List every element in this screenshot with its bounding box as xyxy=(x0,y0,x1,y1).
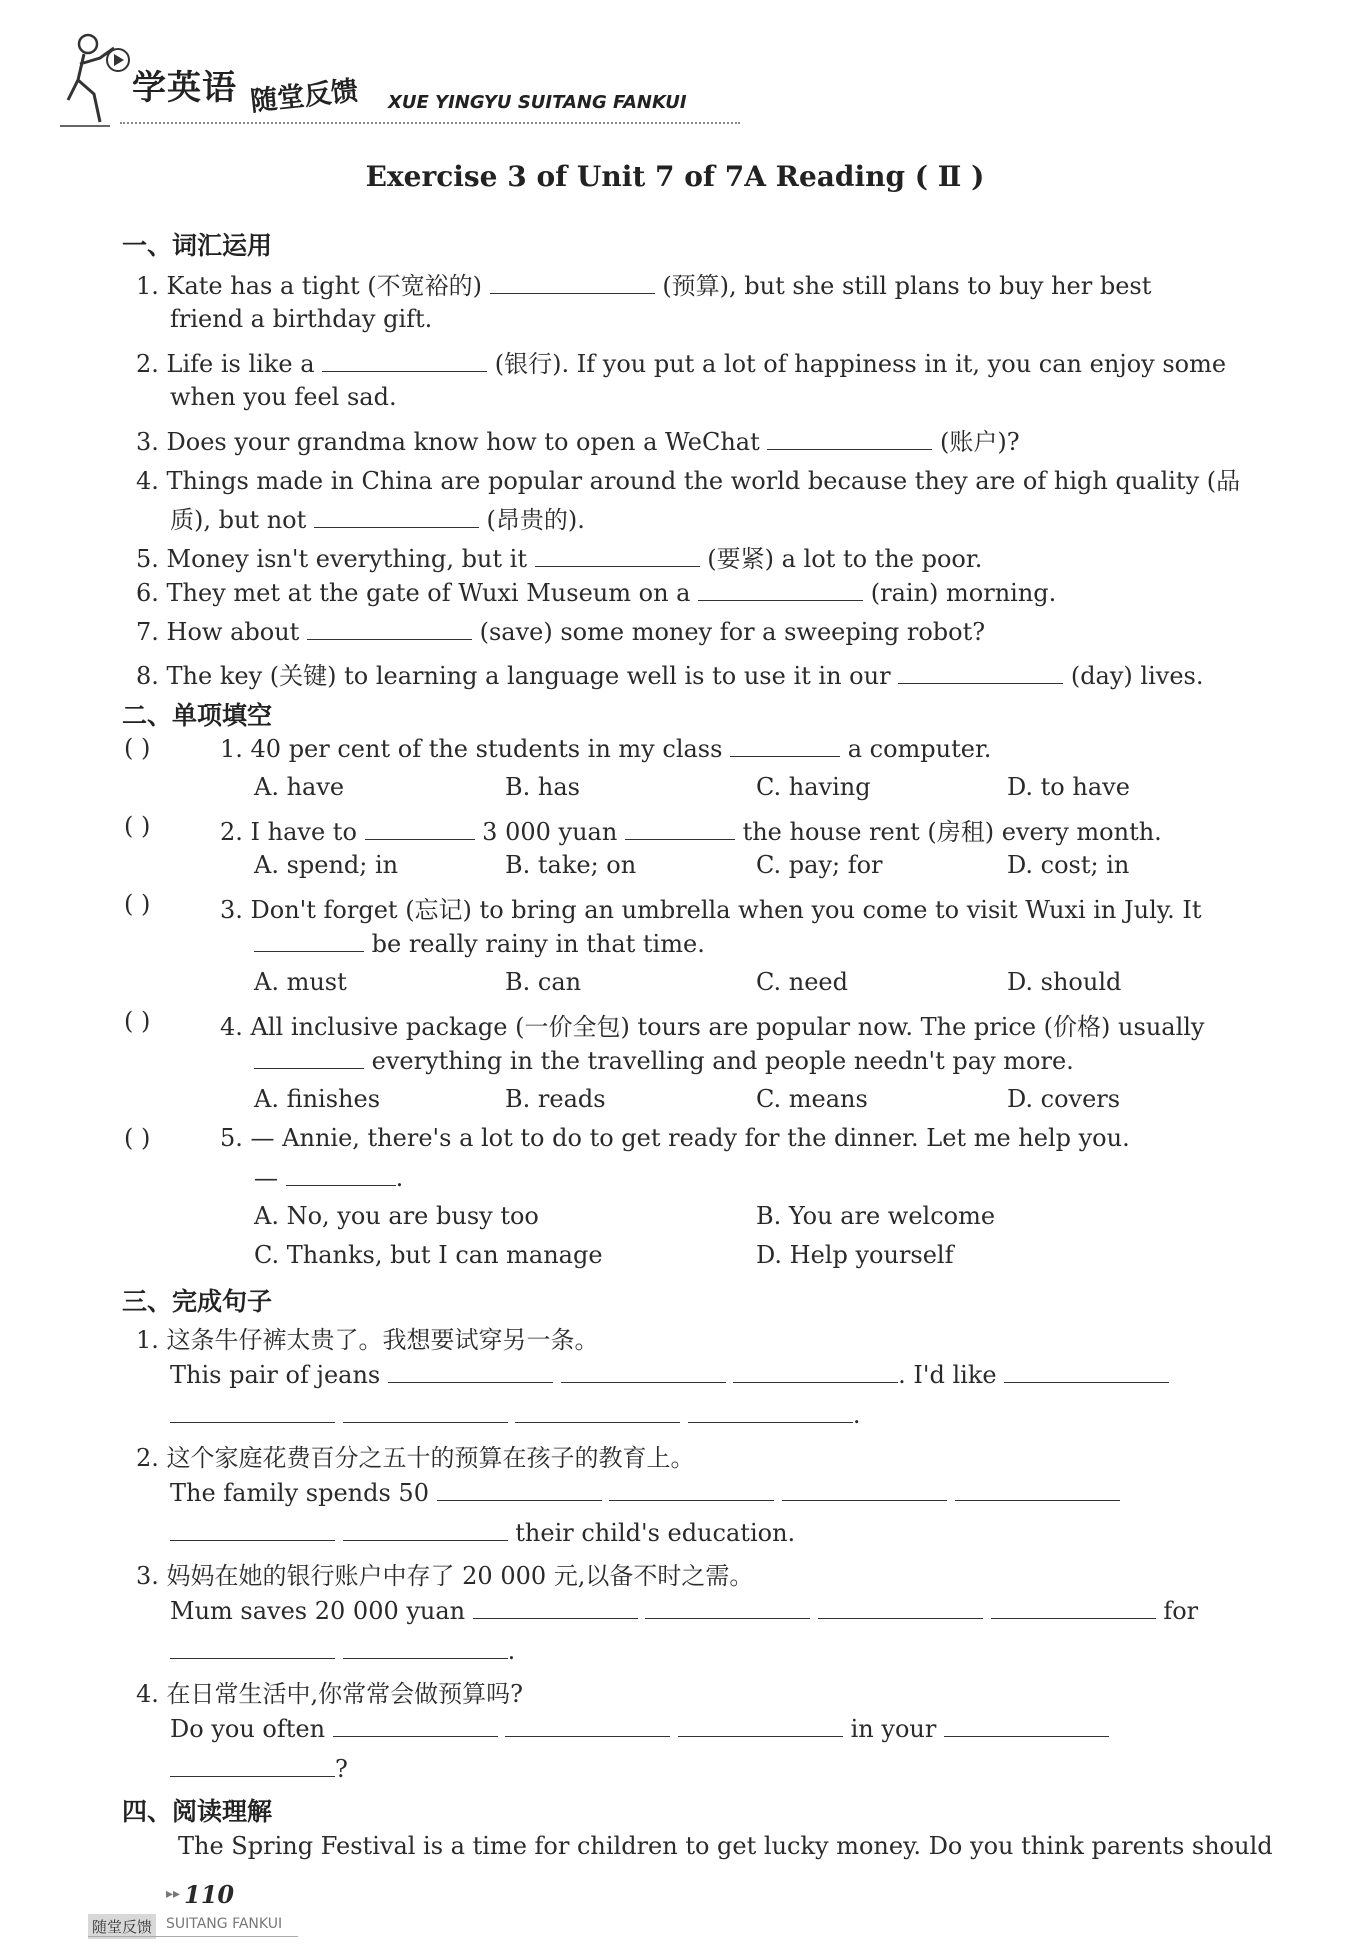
vocab-item-5: 5. Money isn't everything, but it (要紧) a lot to the poor. xyxy=(136,545,983,573)
page-title: Exercise 3 of Unit 7 of 7A Reading ( Ⅱ ) xyxy=(365,160,985,193)
footer-divider xyxy=(88,1936,298,1937)
sentence-1-en: This pair of jeans . I'd like xyxy=(170,1360,1169,1389)
vocab-item-2-cont: when you feel sad. xyxy=(170,383,397,411)
vocab-item-7: 7. How about (save) some money for a sweeping robot? xyxy=(136,618,986,646)
sentence-4-en: Do you often in your xyxy=(170,1714,1109,1743)
mc-bracket-5[interactable]: ( ) xyxy=(124,1124,151,1152)
mc-1-option-a[interactable]: A. have xyxy=(254,773,345,801)
header-divider xyxy=(120,122,740,124)
footer-tag: 随堂反馈 xyxy=(88,1914,156,1939)
vocab-item-8: 8. The key (关键) to learning a language well is to use it in our (day) lives. xyxy=(136,662,1204,690)
section-title-reading: 四、阅读理解 xyxy=(122,1797,273,1826)
mc-question-1: 1. 40 per cent of the students in my class a computer. xyxy=(220,735,992,763)
brand-pinyin: XUE YINGYU SUITANG FANKUI xyxy=(388,92,687,113)
mc-2-option-a[interactable]: A. spend; in xyxy=(254,851,399,879)
mc-question-5-cont: — . xyxy=(254,1164,404,1192)
sentence-2-cont: their child's education. xyxy=(170,1518,795,1547)
vocab-item-6: 6. They met at the gate of Wuxi Museum on a (rain) morning. xyxy=(136,579,1057,607)
vocab-item-2: 2. Life is like a (银行). If you put a lot of happiness in it, you can enjoy some xyxy=(136,350,1227,378)
sentence-3-en: Mum saves 20 000 yuan for xyxy=(170,1597,1199,1625)
mc-question-3-cont: be really rainy in that time. xyxy=(254,929,705,958)
mc-question-5: 5. — Annie, there's a lot to do to get ready for the dinner. Let me help you. xyxy=(220,1124,1130,1152)
runner-logo-icon xyxy=(60,30,130,130)
sentence-2-cn: 2. 这个家庭花费百分之五十的预算在孩子的教育上。 xyxy=(136,1444,695,1472)
page-footer xyxy=(88,1880,308,1940)
mc-3-option-b[interactable]: B. can xyxy=(505,968,582,996)
page-number: 110 xyxy=(184,1880,235,1909)
mc-3-option-c[interactable]: C. need xyxy=(756,968,848,996)
section-title-mc: 二、单项填空 xyxy=(122,701,273,730)
mc-5-option-d[interactable]: D. Help yourself xyxy=(756,1241,954,1269)
mc-1-option-b[interactable]: B. has xyxy=(505,773,580,801)
mc-2-option-b[interactable]: B. take; on xyxy=(505,851,637,879)
mc-question-4-cont: everything in the travelling and people needn't pay more. xyxy=(254,1046,1074,1075)
mc-5-option-a[interactable]: A. No, you are busy too xyxy=(254,1202,539,1230)
mc-3-option-a[interactable]: A. must xyxy=(254,968,347,996)
mc-5-option-c[interactable]: C. Thanks, but I can manage xyxy=(254,1241,603,1269)
reading-passage: The Spring Festival is a time for children to get lucky money. Do you think parents should xyxy=(178,1832,1273,1860)
mc-bracket-3[interactable]: ( ) xyxy=(124,890,151,918)
mc-2-option-d[interactable]: D. cost; in xyxy=(1007,851,1130,879)
vocab-item-4-cont: 质), but not (昂贵的). xyxy=(170,506,585,534)
vocab-item-4: 4. Things made in China are popular around the world because they are of high quality (品 xyxy=(136,467,1241,495)
sentence-2-en: The family spends 50 xyxy=(170,1478,1120,1507)
mc-question-4: 4. All inclusive package (一价全包) tours are popular now. The price (价格) usually xyxy=(220,1013,1205,1041)
mc-4-option-a[interactable]: A. finishes xyxy=(254,1085,381,1113)
mc-3-option-d[interactable]: D. should xyxy=(1007,968,1122,996)
sentence-1-cont: . xyxy=(170,1400,861,1429)
section-title-vocab: 一、词汇运用 xyxy=(122,231,273,260)
sentence-3-cont: . xyxy=(170,1636,515,1665)
sentence-3-cn: 3. 妈妈在她的银行账户中存了 20 000 元,以备不时之需。 xyxy=(136,1562,754,1590)
mc-4-option-d[interactable]: D. covers xyxy=(1007,1085,1121,1113)
mc-bracket-2[interactable]: ( ) xyxy=(124,812,151,840)
sentence-1-cn: 1. 这条牛仔裤太贵了。我想要试穿另一条。 xyxy=(136,1326,599,1354)
mc-1-option-c[interactable]: C. having xyxy=(756,773,871,801)
mc-1-option-d[interactable]: D. to have xyxy=(1007,773,1130,801)
vocab-item-1: 1. Kate has a tight (不宽裕的) (预算), but she still plans to buy her best xyxy=(136,272,1152,300)
mc-4-option-b[interactable]: B. reads xyxy=(505,1085,606,1113)
mc-bracket-4[interactable]: ( ) xyxy=(124,1007,151,1035)
footer-pinyin: SUITANG FANKUI xyxy=(166,1916,283,1932)
sentence-4-cn: 4. 在日常生活中,你常常会做预算吗? xyxy=(136,1680,524,1708)
mc-5-option-b[interactable]: B. You are welcome xyxy=(756,1202,996,1230)
mc-bracket-1[interactable]: ( ) xyxy=(124,734,151,762)
mc-2-option-c[interactable]: C. pay; for xyxy=(756,851,883,879)
brand-title: 学英语 xyxy=(132,68,237,108)
mc-question-2: 2. I have to 3 000 yuan the house rent (房租) every month. xyxy=(220,818,1162,846)
arrow-icon: ▸▸ xyxy=(166,1886,181,1902)
section-title-sentences: 三、完成句子 xyxy=(122,1287,273,1316)
sentence-4-cont: ? xyxy=(170,1754,348,1783)
page-header xyxy=(60,22,700,132)
vocab-item-3: 3. Does your grandma know how to open a WeChat (账户)? xyxy=(136,428,1020,456)
vocab-item-1-cont: friend a birthday gift. xyxy=(170,305,433,333)
mc-4-option-c[interactable]: C. means xyxy=(756,1085,868,1113)
mc-question-3: 3. Don't forget (忘记) to bring an umbrella when you come to visit Wuxi in July. It xyxy=(220,896,1202,924)
brand-subtitle: 随堂反馈 xyxy=(248,75,360,118)
